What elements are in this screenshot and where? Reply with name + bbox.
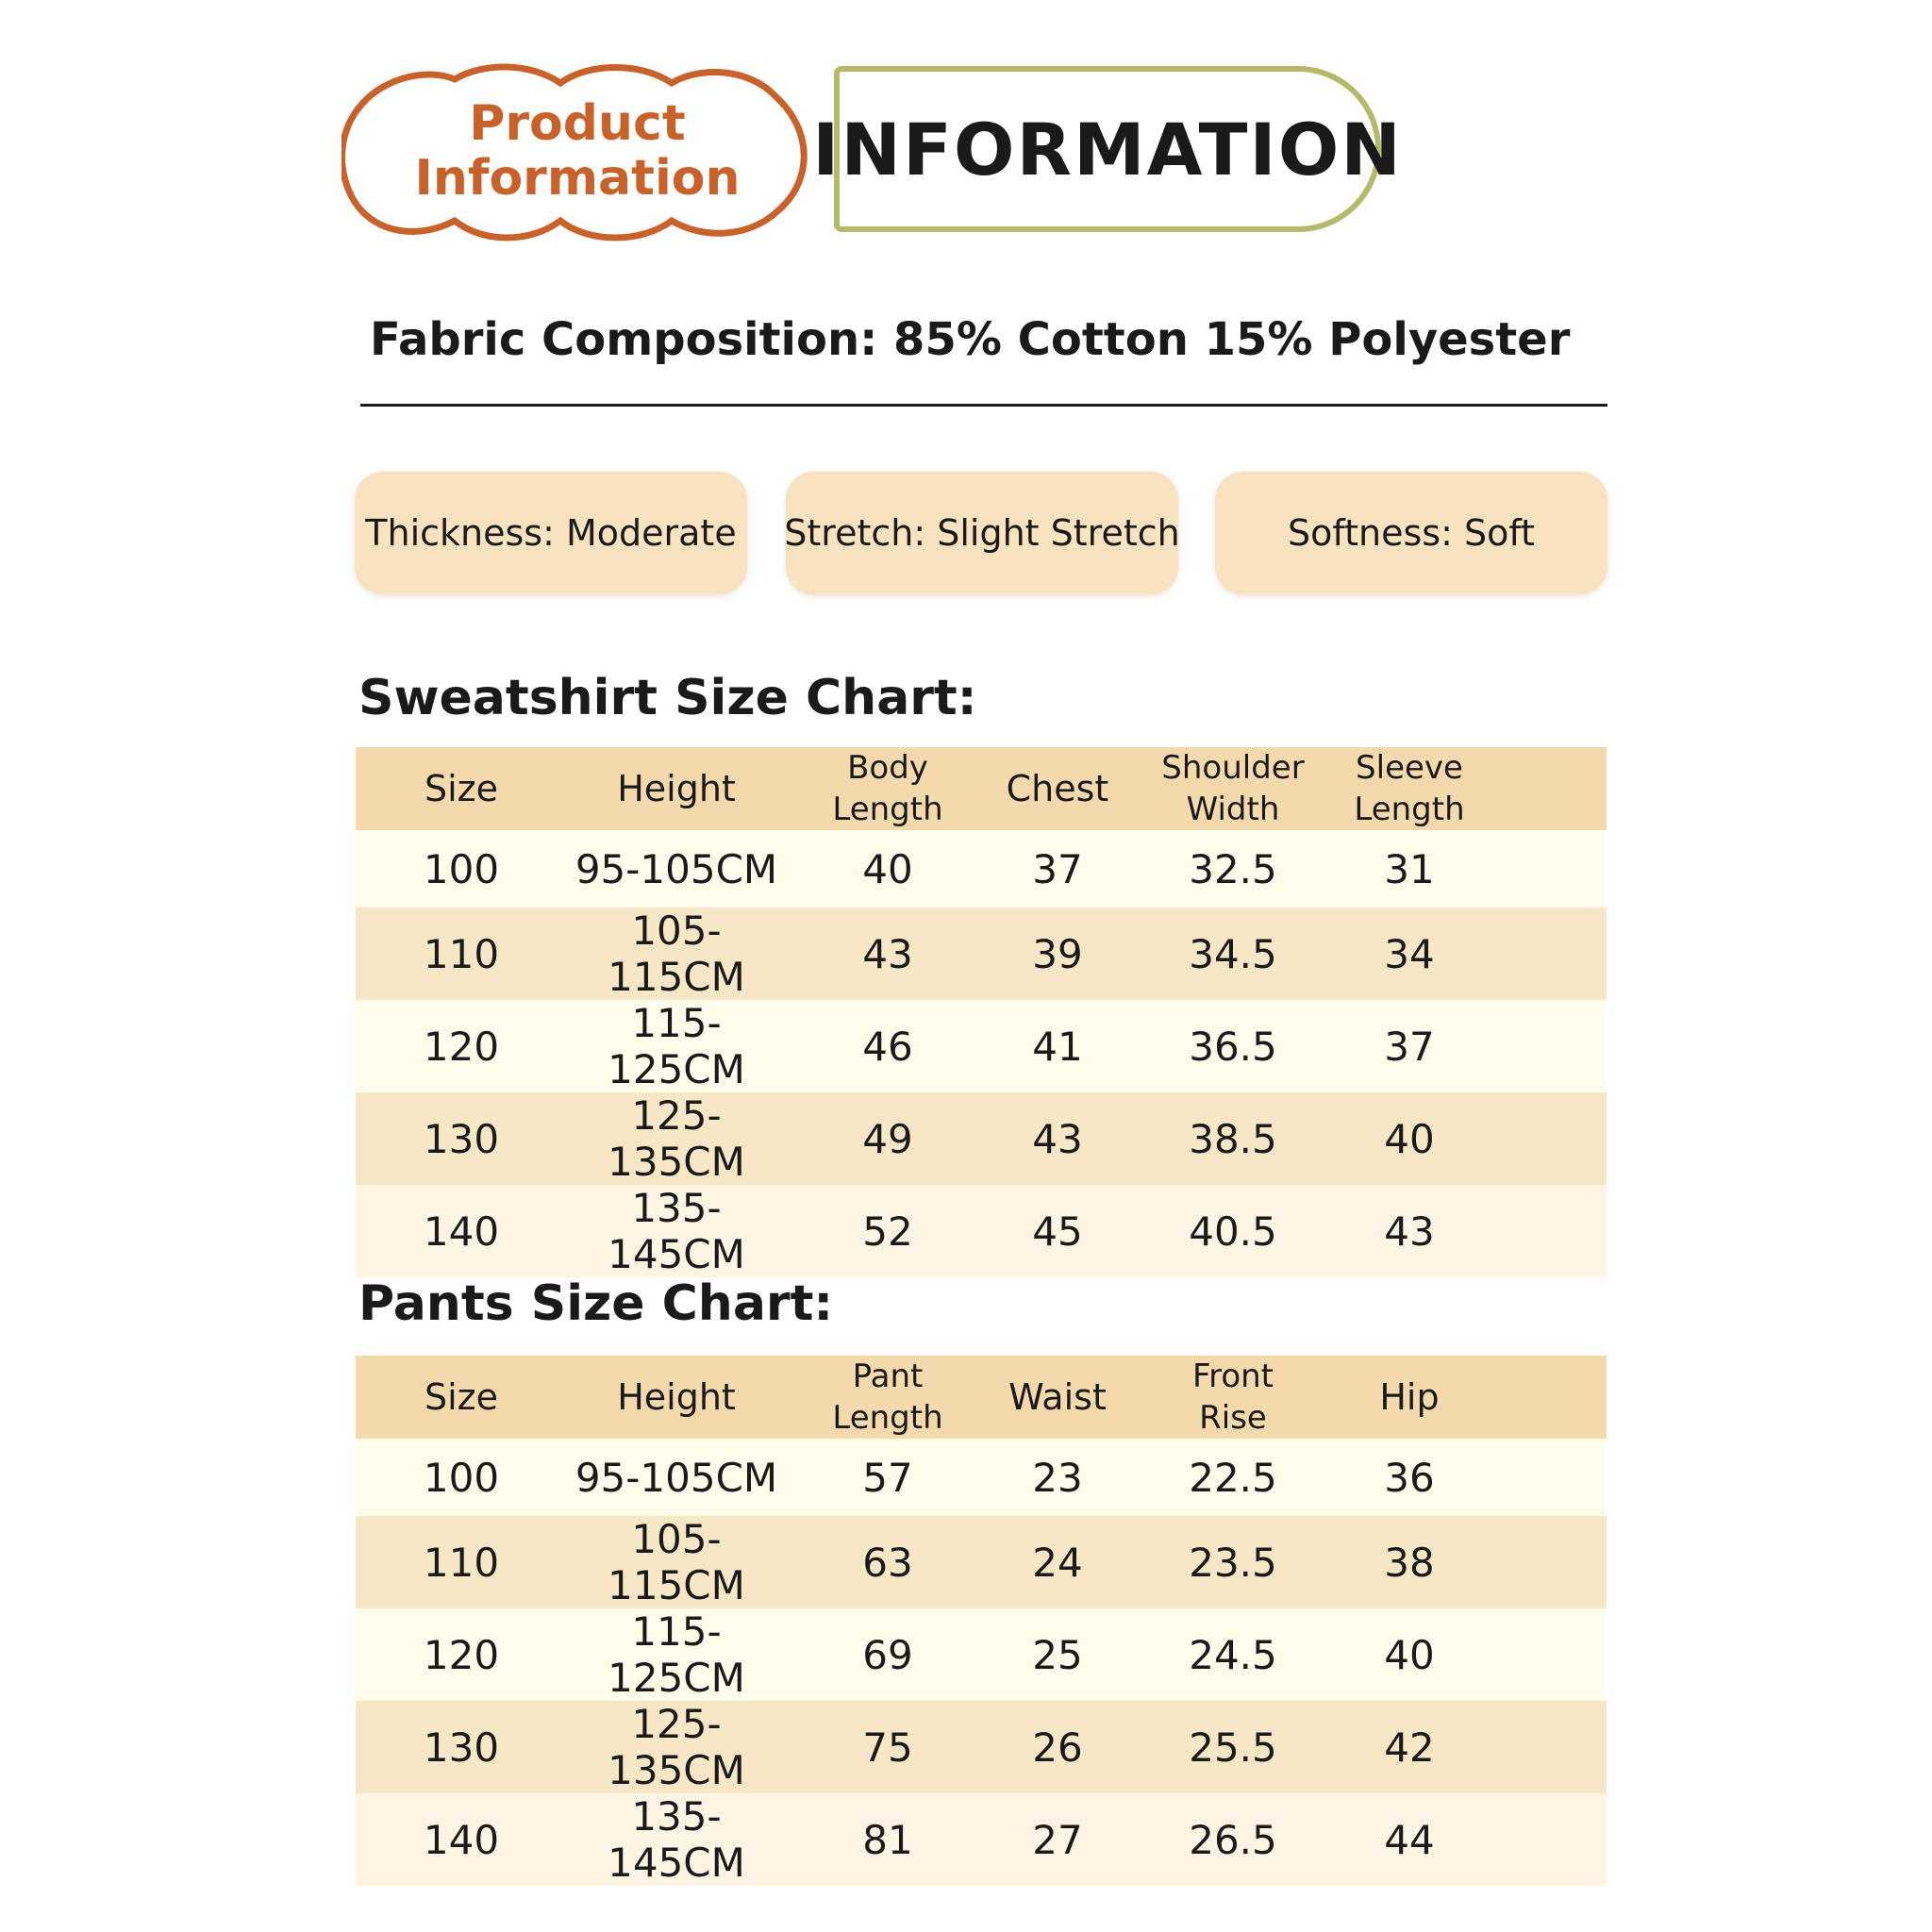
cell: 38 xyxy=(1341,1516,1478,1608)
cell: 110 xyxy=(356,908,567,1000)
cell: 115-125CM xyxy=(567,1608,786,1701)
cell-spacer xyxy=(1478,908,1607,1000)
cell: 40 xyxy=(786,830,990,908)
header-height: Height xyxy=(567,747,786,830)
cell: 45 xyxy=(990,1185,1125,1277)
header-front-rise: Front Rise xyxy=(1125,1356,1341,1439)
cell: 36 xyxy=(1341,1439,1478,1516)
chip-thickness: Thickness: Moderate xyxy=(355,472,747,594)
sweatshirt-chart-title: Sweatshirt Size Chart: xyxy=(358,670,977,726)
header-sleeve-length: Sleeve Length xyxy=(1341,747,1478,830)
cell: 95-105CM xyxy=(567,830,786,908)
cell-spacer xyxy=(1478,1793,1607,1886)
cell: 125-135CM xyxy=(567,1701,786,1793)
divider-line xyxy=(360,404,1607,407)
information-title: INFORMATION xyxy=(812,107,1403,192)
cell: 100 xyxy=(356,1439,567,1516)
cell: 26 xyxy=(990,1701,1125,1793)
cell: 44 xyxy=(1341,1793,1478,1886)
cell: 26.5 xyxy=(1125,1793,1341,1886)
cell: 69 xyxy=(786,1608,990,1701)
cell-spacer xyxy=(1478,1092,1607,1185)
header-shoulder-width: Shoulder Width xyxy=(1125,747,1341,830)
cell: 120 xyxy=(356,1000,567,1092)
table-header-row xyxy=(356,747,1607,830)
cell: 105-115CM xyxy=(567,908,786,1000)
cell: 52 xyxy=(786,1185,990,1277)
cell: 31 xyxy=(1341,830,1478,908)
cell: 63 xyxy=(786,1516,990,1608)
table-row xyxy=(356,1439,1607,1516)
table-row xyxy=(356,1516,1607,1608)
header-spacer xyxy=(1478,747,1607,830)
cell: 46 xyxy=(786,1000,990,1092)
cell: 135-145CM xyxy=(567,1793,786,1886)
cell: 75 xyxy=(786,1701,990,1793)
cell-spacer xyxy=(1478,1608,1607,1701)
cell-spacer xyxy=(1478,1000,1607,1092)
cell: 24.5 xyxy=(1125,1608,1341,1701)
header-chest: Chest xyxy=(990,747,1125,830)
cell: 57 xyxy=(786,1439,990,1516)
cell-spacer xyxy=(1478,1516,1607,1608)
badge-line-product: Product xyxy=(469,95,686,152)
fabric-composition: Fabric Composition: 85% Cotton 15% Polyester xyxy=(370,313,1571,366)
table-header-row xyxy=(356,1356,1607,1439)
header-spacer xyxy=(1478,1356,1607,1439)
product-information-badge xyxy=(341,60,813,245)
cell: 125-135CM xyxy=(567,1092,786,1185)
cell: 32.5 xyxy=(1125,830,1341,908)
cell: 36.5 xyxy=(1125,1000,1341,1092)
chip-stretch: Stretch: Slight Stretch xyxy=(786,472,1178,594)
table-row xyxy=(356,1000,1607,1092)
cell-spacer xyxy=(1478,1439,1607,1516)
sweatshirt-size-table xyxy=(356,747,1607,1277)
cell: 135-145CM xyxy=(567,1185,786,1277)
cell: 100 xyxy=(356,830,567,908)
cell: 120 xyxy=(356,1608,567,1701)
table-row xyxy=(356,1092,1607,1185)
table-row xyxy=(356,1793,1607,1886)
badge-line-information: Information xyxy=(414,150,741,207)
table-row xyxy=(356,1185,1607,1277)
cell: 40 xyxy=(1341,1092,1478,1185)
cell: 105-115CM xyxy=(567,1516,786,1608)
cell: 42 xyxy=(1341,1701,1478,1793)
cell: 37 xyxy=(990,830,1125,908)
cell-spacer xyxy=(1478,830,1607,908)
cell: 39 xyxy=(990,908,1125,1000)
cell: 34.5 xyxy=(1125,908,1341,1000)
cell: 24 xyxy=(990,1516,1125,1608)
cell: 38.5 xyxy=(1125,1092,1341,1185)
cell: 37 xyxy=(1341,1000,1478,1092)
table-row xyxy=(356,830,1607,908)
chip-softness: Softness: Soft xyxy=(1215,472,1607,594)
cell: 25 xyxy=(990,1608,1125,1701)
cell: 34 xyxy=(1341,908,1478,1000)
header-pant-length: Pant Length xyxy=(786,1356,990,1439)
header-body-length: Body Length xyxy=(786,747,990,830)
header-hip: Hip xyxy=(1341,1356,1478,1439)
header-waist: Waist xyxy=(990,1356,1125,1439)
cell-spacer xyxy=(1478,1185,1607,1277)
cell: 115-125CM xyxy=(567,1000,786,1092)
cell: 27 xyxy=(990,1793,1125,1886)
cell: 130 xyxy=(356,1701,567,1793)
cell: 22.5 xyxy=(1125,1439,1341,1516)
cell: 23.5 xyxy=(1125,1516,1341,1608)
cell: 25.5 xyxy=(1125,1701,1341,1793)
table-row xyxy=(356,1701,1607,1793)
cell: 140 xyxy=(356,1185,567,1277)
cell: 41 xyxy=(990,1000,1125,1092)
cell: 43 xyxy=(1341,1185,1478,1277)
table-row xyxy=(356,1608,1607,1701)
information-badge xyxy=(812,66,1403,232)
header-size: Size xyxy=(356,1356,567,1439)
property-chips xyxy=(355,472,1609,594)
cell: 43 xyxy=(786,908,990,1000)
cell: 49 xyxy=(786,1092,990,1185)
cell: 130 xyxy=(356,1092,567,1185)
cell: 81 xyxy=(786,1793,990,1886)
cell: 40.5 xyxy=(1125,1185,1341,1277)
table-row xyxy=(356,908,1607,1000)
cell: 40 xyxy=(1341,1608,1478,1701)
cell: 140 xyxy=(356,1793,567,1886)
header-height: Height xyxy=(567,1356,786,1439)
cell-spacer xyxy=(1478,1701,1607,1793)
cell: 95-105CM xyxy=(567,1439,786,1516)
badge-text xyxy=(341,96,813,206)
cell: 23 xyxy=(990,1439,1125,1516)
pants-chart-title: Pants Size Chart: xyxy=(358,1275,834,1332)
cell: 110 xyxy=(356,1516,567,1608)
cell: 43 xyxy=(990,1092,1125,1185)
header-size: Size xyxy=(356,747,567,830)
pants-size-table xyxy=(356,1356,1607,1886)
